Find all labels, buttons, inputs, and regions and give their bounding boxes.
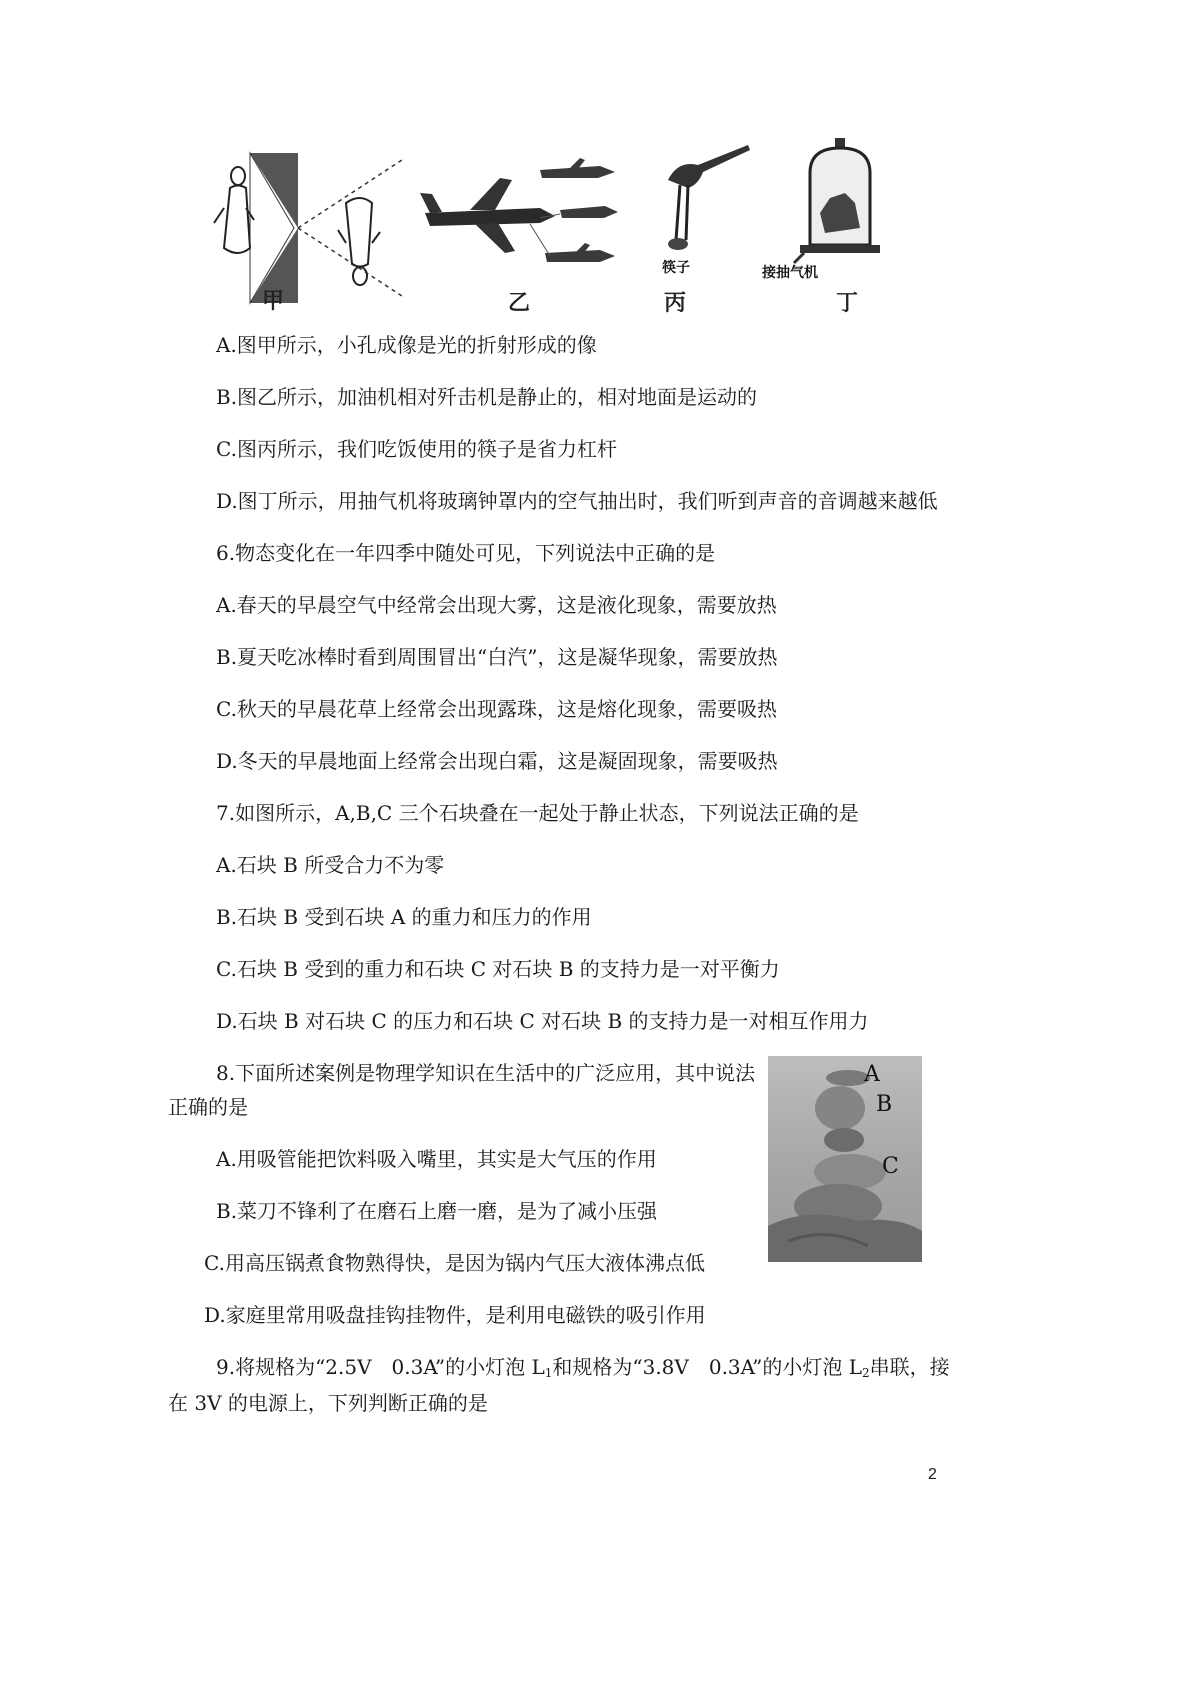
q9-text-part1: 9.将规格为“2.5V 0.3A”的小灯泡 L (216, 1355, 545, 1379)
stones-photo (768, 1056, 922, 1262)
refueling-figure (420, 158, 620, 273)
stone-label-a: A (864, 1062, 880, 1087)
q5-option-c: C.图丙所示，我们吃饭使用的筷子是省力杠杆 (216, 437, 617, 461)
bell-jar-figure (790, 133, 890, 268)
q9-text-part2: 和规格为“3.8V 0.3A”的小灯泡 L (552, 1355, 863, 1379)
q9-sub1: 1 (544, 1366, 553, 1380)
label-yi: 乙 (508, 291, 531, 316)
label-chopsticks: 筷子 (662, 260, 690, 276)
q9-line1 (216, 1354, 950, 1386)
q8-stem-line2: 正确的是 (168, 1095, 248, 1119)
q9-sub2: 2 (862, 1366, 870, 1380)
q6-option-b: B.夏天吃冰棒时看到周围冒出“白汽”，这是凝华现象，需要放热 (216, 645, 778, 669)
label-ding: 丁 (836, 291, 859, 316)
q5-option-b: B.图乙所示，加油机相对歼击机是静止的，相对地面是运动的 (216, 385, 758, 409)
q6-option-d: D.冬天的早晨地面上经常会出现白霜，这是凝固现象，需要吸热 (216, 749, 778, 773)
q7-option-d: D.石块 B 对石块 C 的压力和石块 C 对石块 B 的支持力是一对相互作用力 (216, 1009, 869, 1033)
label-bing: 丙 (664, 291, 687, 316)
pinhole-figure (210, 148, 410, 308)
chopsticks-figure (658, 140, 758, 260)
label-pump: 接抽气机 (762, 265, 818, 281)
stone-label-b: B (876, 1092, 893, 1117)
q8-option-b: B.菜刀不锋利了在磨石上磨一磨，是为了减小压强 (216, 1199, 658, 1223)
q7-option-c: C.石块 B 受到的重力和石块 C 对石块 B 的支持力是一对平衡力 (216, 957, 780, 981)
page-number: 2 (928, 1466, 937, 1483)
q7-option-a: A.石块 B 所受合力不为零 (216, 853, 445, 877)
q9-line2: 在 3V 的电源上，下列判断正确的是 (168, 1391, 488, 1415)
q8-option-a: A.用吸管能把饮料吸入嘴里，其实是大气压的作用 (216, 1147, 657, 1171)
q8-option-c: C.用高压锅煮食物熟得快，是因为锅内气压大液体沸点低 (204, 1251, 705, 1275)
q6-option-a: A.春天的早晨空气中经常会出现大雾，这是液化现象，需要放热 (216, 593, 777, 617)
q6-stem: 6.物态变化在一年四季中随处可见，下列说法中正确的是 (216, 541, 716, 565)
q9-text-part3: 串联，接 (869, 1355, 950, 1379)
stone-label-c: C (882, 1154, 899, 1179)
q8-option-d: D.家庭里常用吸盘挂钩挂物件，是利用电磁铁的吸引作用 (204, 1303, 706, 1327)
stones-drawing (768, 1056, 922, 1262)
q5-option-a: A.图甲所示，小孔成像是光的折射形成的像 (216, 333, 597, 357)
q7-option-b: B.石块 B 受到石块 A 的重力和压力的作用 (216, 905, 592, 929)
q6-option-c: C.秋天的早晨花草上经常会出现露珠，这是熔化现象，需要吸热 (216, 697, 777, 721)
q8-stem-line1: 8.下面所述案例是物理学知识在生活中的广泛应用，其中说法 (216, 1061, 756, 1085)
q5-option-d: D.图丁所示，用抽气机将玻璃钟罩内的空气抽出时，我们听到声音的音调越来越低 (216, 489, 938, 513)
label-jia: 甲 (262, 289, 285, 314)
q7-stem: 7.如图所示，A,B,C 三个石块叠在一起处于静止状态，下列说法正确的是 (216, 801, 859, 825)
